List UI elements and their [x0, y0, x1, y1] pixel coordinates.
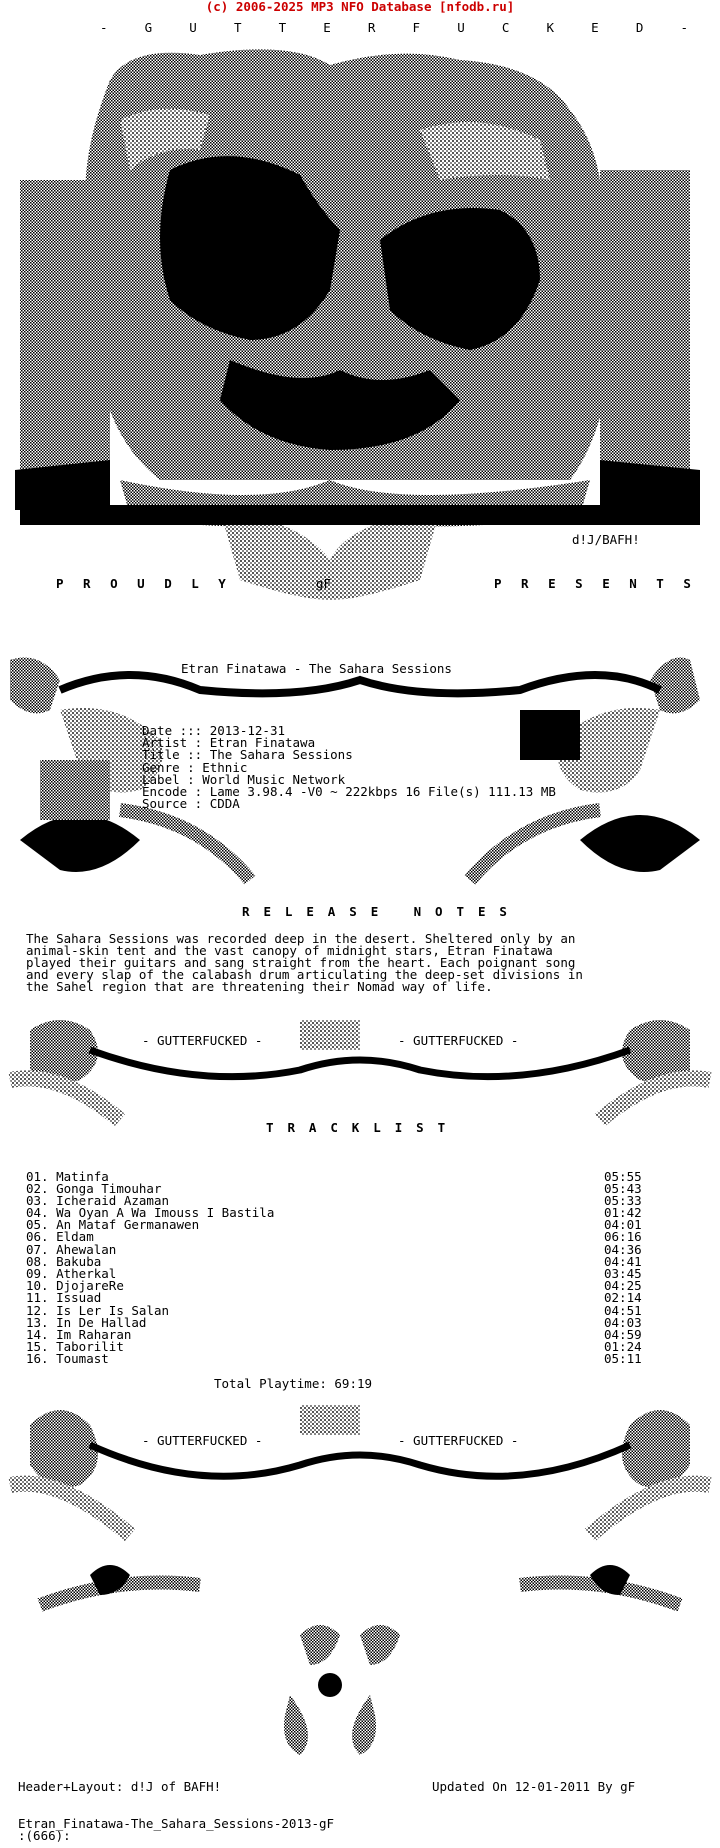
release-notes-heading: R E L E A S E N O T E S [242, 904, 511, 919]
info-row-source: Source : CDDA [142, 796, 240, 811]
table-row: 01. Matinfa 05:55 [26, 1169, 642, 1184]
divider-right-label-2: - GUTTERFUCKED - [398, 1433, 519, 1448]
info-row-artist: Artist : Etran Finatawa [142, 735, 316, 750]
notes-line: and every slap of the calabash drum articulating the deep-set divisions in [26, 967, 583, 982]
presents-label: P R E S E N T S [494, 576, 697, 591]
table-row: 13. In De Hallad 04:03 [26, 1315, 642, 1330]
proudly-label: P R O U D L Y [56, 576, 232, 591]
table-row: 12. Is Ler Is Salan 04:51 [26, 1303, 642, 1318]
divider-ornament [0, 1010, 720, 1130]
nfodb-credit-link-row [0, 0, 720, 13]
footer-ornament [0, 1395, 720, 1765]
table-row: 11. Issuad 02:14 [26, 1290, 642, 1305]
divider-right-label: - GUTTERFUCKED - [398, 1033, 519, 1048]
total-playtime: Total Playtime: 69:19 [214, 1376, 373, 1391]
table-row: 10. DjojareRe 04:25 [26, 1278, 642, 1293]
info-row-label: Label : World Music Network [142, 772, 346, 787]
table-row: 14. Im Raharan 04:59 [26, 1327, 642, 1342]
divider-left-label: - GUTTERFUCKED - [142, 1033, 263, 1048]
layout-credit: Header+Layout: d!J of BAFH! [18, 1779, 222, 1794]
table-row: 02. Gonga Timouhar 05:43 [26, 1181, 642, 1196]
release-headline: Etran Finatawa - The Sahara Sessions [181, 661, 452, 676]
info-row-date: Date ::: 2013-12-31 [142, 723, 285, 738]
info-row-title: Title :: The Sahara Sessions [142, 747, 353, 762]
table-row: 03. Icheraid Azaman 05:33 [26, 1193, 642, 1208]
table-row: 16. Toumast 05:11 [26, 1351, 642, 1366]
notes-line: The Sahara Sessions was recorded deep in the desert. Sheltered only by an [26, 931, 576, 946]
table-row: 07. Ahewalan 04:36 [26, 1242, 642, 1257]
table-row: 04. Wa Oyan A Wa Imouss I Bastila 01:42 [26, 1205, 642, 1220]
release-ornament [0, 640, 720, 900]
nfodb-credit-link[interactable]: (c) 2006-2025 MP3 NFO Database [nfodb.ru] [205, 0, 515, 14]
updated-note: Updated On 12-01-2011 By gF [432, 1779, 636, 1794]
table-row: 09. Atherkal 03:45 [26, 1266, 642, 1281]
table-row: 08. Bakuba 04:41 [26, 1254, 642, 1269]
notes-line: the Sahel region that are threatening their Nomad way of life. [26, 979, 493, 994]
divider-left-label-2: - GUTTERFUCKED - [142, 1433, 263, 1448]
info-row-encode: Encode : Lame 3.98.4 -V0 ~ 222kbps 16 File(s) 111.13 MB [142, 784, 556, 799]
release-tag: :(666): [18, 1828, 71, 1843]
table-row: 05. An Mataf Germanawen 04:01 [26, 1217, 642, 1232]
art-signature: d!J/BAFH! [572, 532, 640, 547]
table-row: 06. Eldam 06:16 [26, 1229, 642, 1244]
tracklist-heading: T R A C K L I S T [266, 1120, 449, 1135]
table-row: 15. Taborilit 01:24 [26, 1339, 642, 1354]
group-banner: - G U T T E R F U C K E D - [100, 20, 703, 35]
info-row-genre: Genre : Ethnic [142, 760, 248, 775]
notes-line: animal-skin tent and the vast canopy of midnight stars, Etran Finatawa [26, 943, 553, 958]
release-filename: Etran_Finatawa-The_Sahara_Sessions-2013-gF [18, 1816, 335, 1831]
gf-label: gF [316, 576, 332, 591]
notes-line: played their guitars and sang straight from the heart. Each poignant song [26, 955, 576, 970]
